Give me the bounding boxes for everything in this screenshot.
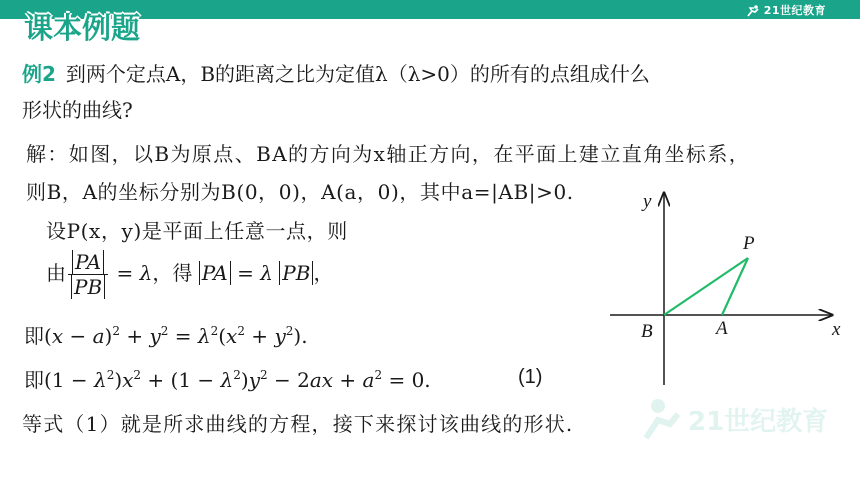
x-axis-label: x <box>832 319 841 340</box>
example-label: 例2 <box>22 62 56 86</box>
solution-line4-ratio: 由 $\frac{PA}{PB}$ = λ，得 PA = λ PB ， <box>46 250 334 299</box>
y-axis-label: y <box>643 191 652 212</box>
solution-line1: 解：如图，以B为原点、BA的方向为x轴正方向，在平面上建立直角坐标系， <box>26 142 751 166</box>
solution-line3: 设P(x，y)是平面上任意一点，则 <box>46 219 348 243</box>
brand-logo <box>745 2 826 18</box>
question-text-a: 到两个定点A，B的距离之比为定值λ（λ>0）的所有的点组成什么 <box>65 62 650 86</box>
equation-tag: (1) <box>518 366 543 388</box>
coordinate-figure <box>600 185 850 385</box>
equation-2: 即$(1 - \lambda^2)x^2 + (1 - \lambda^2)y^2 - 2ax + a^2 = 0$. <box>24 368 431 392</box>
page-title: 课本例题 <box>24 11 141 45</box>
watermark-logo <box>640 394 830 448</box>
example-question-line2: 形状的曲线? <box>22 98 133 122</box>
watermark-text: 21世纪教育 <box>688 407 829 437</box>
runner-logo-icon <box>745 5 761 17</box>
origin-label: B <box>641 321 653 342</box>
equation-1: 即$(x - a)^2 + y^2 = \lambda^2(x^2 + y^2)$. <box>24 324 308 348</box>
brand-text: 21世纪教育 <box>763 4 826 17</box>
point-p-label: P <box>743 233 755 254</box>
solution-line2: 则B，A的坐标分别为B(0，0)，A(a，0)，其中a=|AB|>0. <box>26 180 574 204</box>
example-question-line1 <box>22 58 650 87</box>
point-a-label: A <box>716 318 728 339</box>
conclusion-line: 等式（1）就是所求曲线的方程，接下来探讨该曲线的形状. <box>22 412 574 436</box>
ratio-fraction: $\frac{PA}{PB}$ <box>68 250 108 299</box>
